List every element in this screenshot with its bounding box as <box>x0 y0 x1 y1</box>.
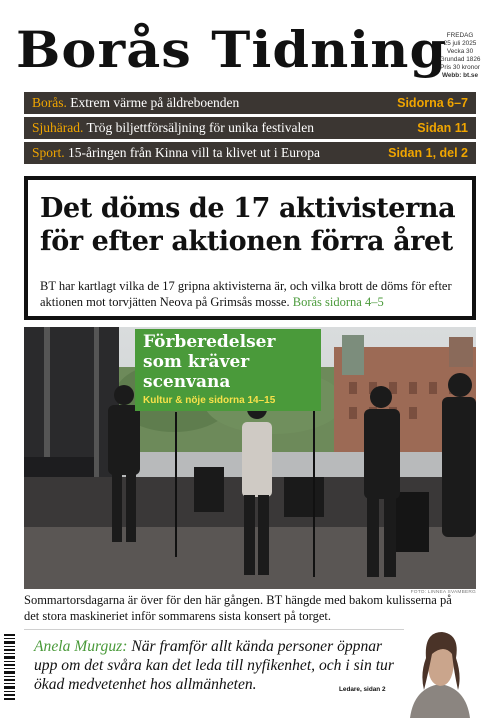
teaser-sjuharad[interactable] <box>24 117 476 139</box>
teaser-borås[interactable] <box>24 92 476 114</box>
quote-source: Ledare, sidan 2 <box>339 686 386 693</box>
photo-label-title: Förberedelser som kräver scenvana <box>143 332 276 392</box>
masthead-logo[interactable] <box>16 14 448 86</box>
dateline <box>434 32 486 80</box>
dateline-price: Pris 30 kronor <box>440 64 480 71</box>
teaser-page: Sidorna 6–7 <box>397 96 468 110</box>
quote-text: När framför allt kända personer öppnar upp om det svåra kan det leda till nyfikenhet, och i sin tur ökad medvetenhet hos allmänheten. <box>34 638 394 693</box>
teaser-text: Sjuhärad. Trög biljettförsäljning för unika festivalen <box>32 120 314 135</box>
teaser-page: Sidan 11 <box>417 121 468 135</box>
teaser-text: Sport. 15-åringen från Kinna vill ta klivet ut i Europa <box>32 145 320 160</box>
masthead-title: Borås Tidning <box>16 20 448 79</box>
main-lede: BT har kartlagt vilka de 17 gripna aktivisterna är, och vilka brott de döms för efter aktionen mot torvjätten Neova på Grimsås mosse. Borås sidorna 4–5 <box>40 279 452 309</box>
teaser-text: Borås. Extrem värme på äldreboenden <box>32 95 240 110</box>
photo-caption: Sommartorsdagarna är över för den här gången. BT hängde med bakom kulisserna på det stora maskineriet inför sommarens sista konsert på torget. <box>24 593 452 623</box>
photo-label-ref: Kultur & nöje sidorna 14–15 <box>143 395 276 406</box>
concert-photo[interactable] <box>24 327 476 589</box>
teaser-page: Sidan 1, del 2 <box>388 146 468 160</box>
quote-author: Anela Murguz: <box>34 638 128 655</box>
barcode-icon <box>4 634 15 700</box>
photo-label[interactable] <box>135 329 321 411</box>
teaser-sport[interactable] <box>24 142 476 164</box>
main-headline: Det döms de 17 aktivisterna för efter aktionen förra året <box>40 193 456 257</box>
photo-credit: FOTO: LINNEA SVAMBERG <box>410 590 476 595</box>
main-story[interactable] <box>24 176 476 320</box>
dateline-web: Webb: bt.se <box>441 72 479 79</box>
dateline-week: Vecka 30 <box>446 48 474 55</box>
teaser-list <box>24 92 476 167</box>
dateline-day: FREDAG <box>446 32 474 39</box>
dateline-date: 25 juli 2025 <box>443 40 477 47</box>
author-portrait <box>404 624 476 718</box>
dateline-founded: Grundad 1826 <box>439 56 481 63</box>
main-lede-ref: Borås sidorna 4–5 <box>292 295 384 309</box>
